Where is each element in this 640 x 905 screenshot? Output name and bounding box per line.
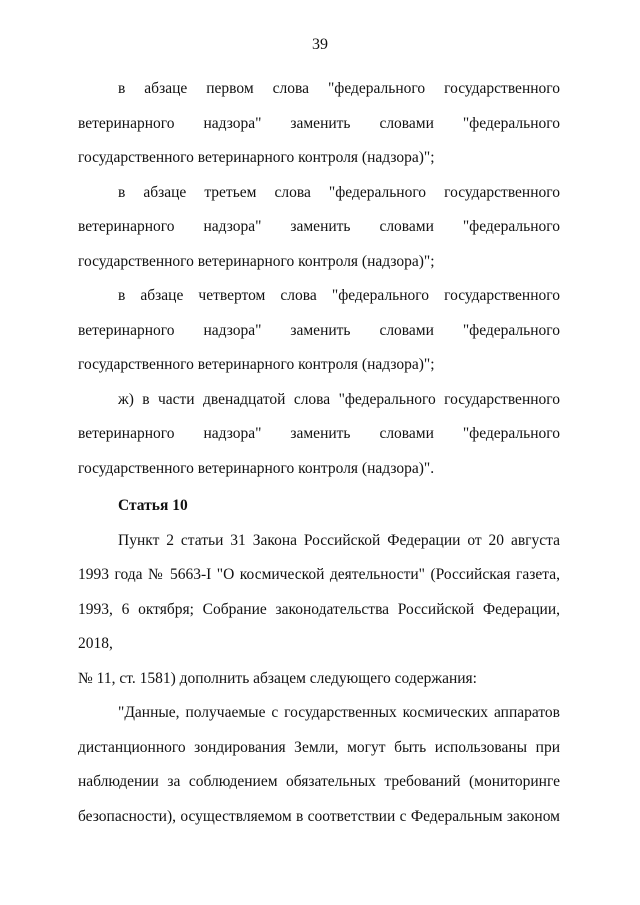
paragraph-line: в абзаце четвертом слова "федерального государственного bbox=[118, 287, 560, 304]
paragraph-line: дистанционного зондирования Земли, могут быть использованы при bbox=[78, 738, 560, 756]
paragraph-line: государственного ветеринарного контроля (надзора)"; bbox=[78, 252, 435, 270]
paragraph-chasti-dvenadcatoy bbox=[78, 383, 560, 487]
paragraph-line: Пункт 2 статьи 31 Закона Российской Федерации от 20 августа bbox=[118, 531, 560, 549]
paragraph-line: государственного ветеринарного контроля (надзора)"; bbox=[78, 149, 435, 166]
article-paragraph-amendment bbox=[78, 524, 560, 697]
article-paragraph-quote bbox=[78, 696, 560, 834]
paragraph-abzac-chetvertom bbox=[78, 279, 560, 383]
paragraph-line: ветеринарного надзора" заменить словами "федерального bbox=[78, 321, 560, 339]
article-heading: Статья 10 bbox=[118, 497, 188, 514]
paragraph-line: государственного ветеринарного контроля (надзора)". bbox=[78, 459, 435, 477]
page-number: 39 bbox=[312, 36, 328, 53]
paragraph-line: безопасности), осуществляемом в соответствии с Федеральным законом bbox=[78, 807, 560, 825]
paragraph-line: ж) в части двенадцатой слова "федерального государственного bbox=[118, 390, 560, 408]
paragraph-line: государственного ветеринарного контроля (надзора)"; bbox=[78, 356, 435, 373]
paragraph-line: ветеринарного надзора" заменить словами "федерального bbox=[78, 425, 560, 442]
paragraph-line: 1993, 6 октября; Собрание законодательства Российской Федерации, 2018, bbox=[78, 600, 560, 652]
paragraph-line: № 11, ст. 1581) дополнить абзацем следующего содержания: bbox=[78, 669, 477, 687]
document-body bbox=[78, 72, 560, 834]
paragraph-line: наблюдении за соблюдением обязательных требований (мониторинге bbox=[78, 773, 560, 790]
paragraph-abzac-pervom bbox=[78, 72, 560, 176]
paragraph-line: в абзаце первом слова "федерального государственного bbox=[118, 80, 560, 97]
paragraph-line: 1993 года № 5663-I "О космической деятельности" (Российская газета, bbox=[78, 566, 560, 583]
paragraph-line: в абзаце третьем слова "федерального государственного bbox=[118, 183, 560, 201]
paragraph-line: ветеринарного надзора" заменить словами "федерального bbox=[78, 218, 560, 235]
paragraph-abzac-tretem bbox=[78, 176, 560, 280]
paragraph-line: ветеринарного надзора" заменить словами "федерального bbox=[78, 114, 560, 132]
paragraph-line: "Данные, получаемые с государственных космических аппаратов bbox=[118, 704, 560, 721]
